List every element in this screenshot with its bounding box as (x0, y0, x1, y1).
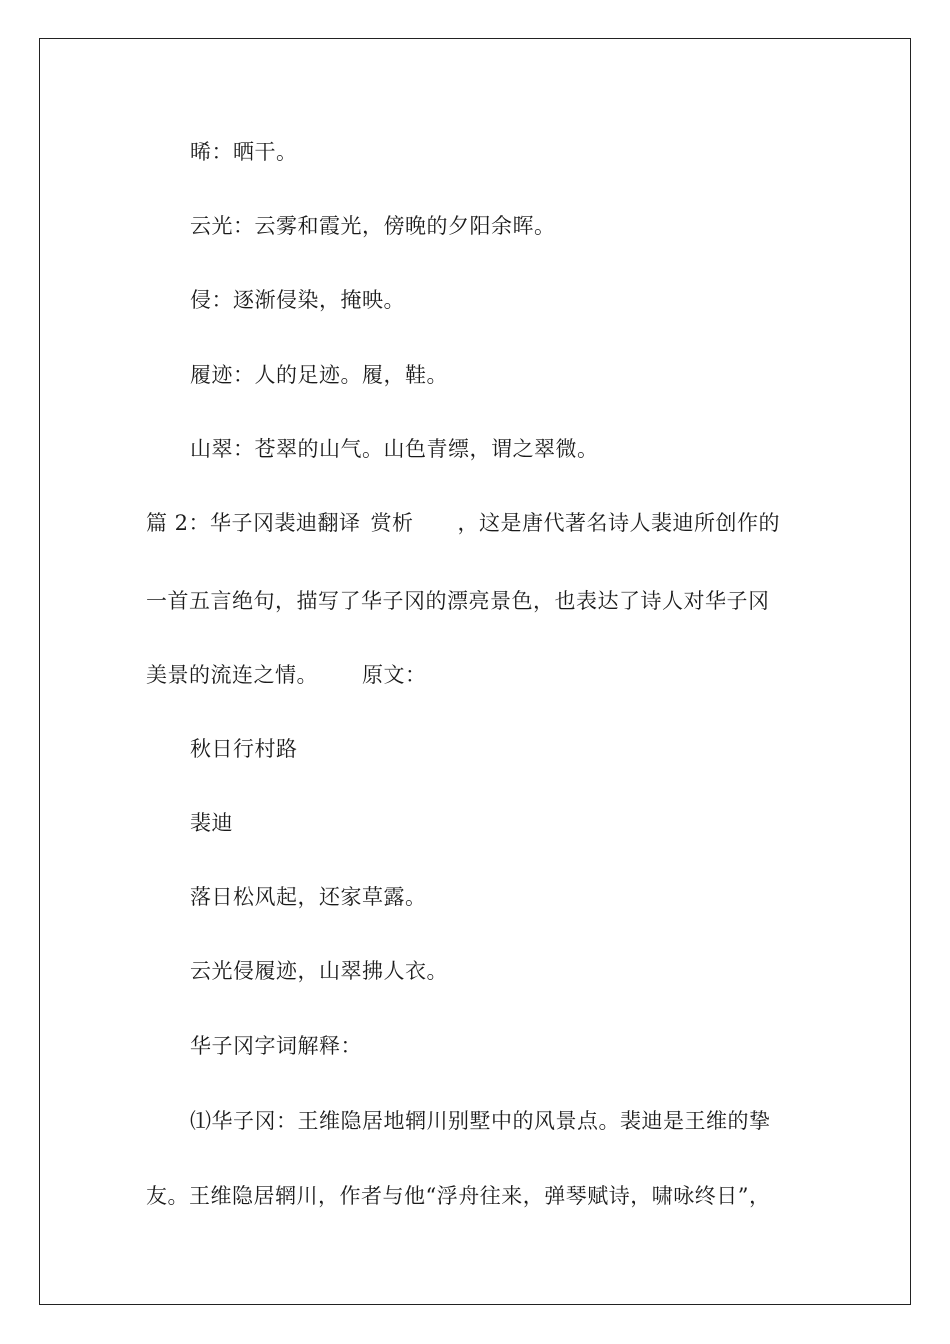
poem-title: 秋日行村路 (190, 737, 298, 761)
paragraph-line: 一首五言绝句，描写了华子冈的漂亮景色，也表达了诗人对华子冈 (146, 589, 770, 613)
section-heading-line (146, 508, 806, 538)
note-line: 侵：逐渐侵染，掩映。 (190, 288, 405, 312)
original-label: 原文： (362, 663, 427, 687)
section-subtitle: 赏析 (370, 511, 414, 535)
paragraph-line (146, 660, 806, 690)
note-line: 云光：云雾和霞光，傍晚的夕阳余晖。 (190, 214, 556, 238)
note-line: 履迹：人的足迹。履，鞋。 (190, 363, 448, 387)
poem-line: 云光侵履迹，山翠拂人衣。 (190, 959, 448, 983)
note-line: 晞：晒干。 (190, 140, 298, 164)
section-intro: ，这是唐代著名诗人裴迪所创作的 (457, 511, 781, 535)
paragraph-text: 美景的流连之情。 (146, 663, 318, 687)
glossary-heading: 华子冈字词解释： (190, 1034, 362, 1058)
poem-line: 落日松风起，还家草露。 (190, 885, 427, 909)
glossary-item: ⑴华子冈：王维隐居地辋川别墅中的风景点。裴迪是王维的挚 (190, 1109, 771, 1133)
section-title: 篇 2：华子冈裴迪翻译 (146, 511, 361, 535)
glossary-item-continued: 友。王维隐居辋川，作者与他“浮舟往来，弹琴赋诗，啸咏终日”， (146, 1184, 771, 1208)
poem-author: 裴迪 (190, 811, 233, 835)
note-line: 山翠：苍翠的山气。山色青缥，谓之翠微。 (190, 437, 599, 461)
